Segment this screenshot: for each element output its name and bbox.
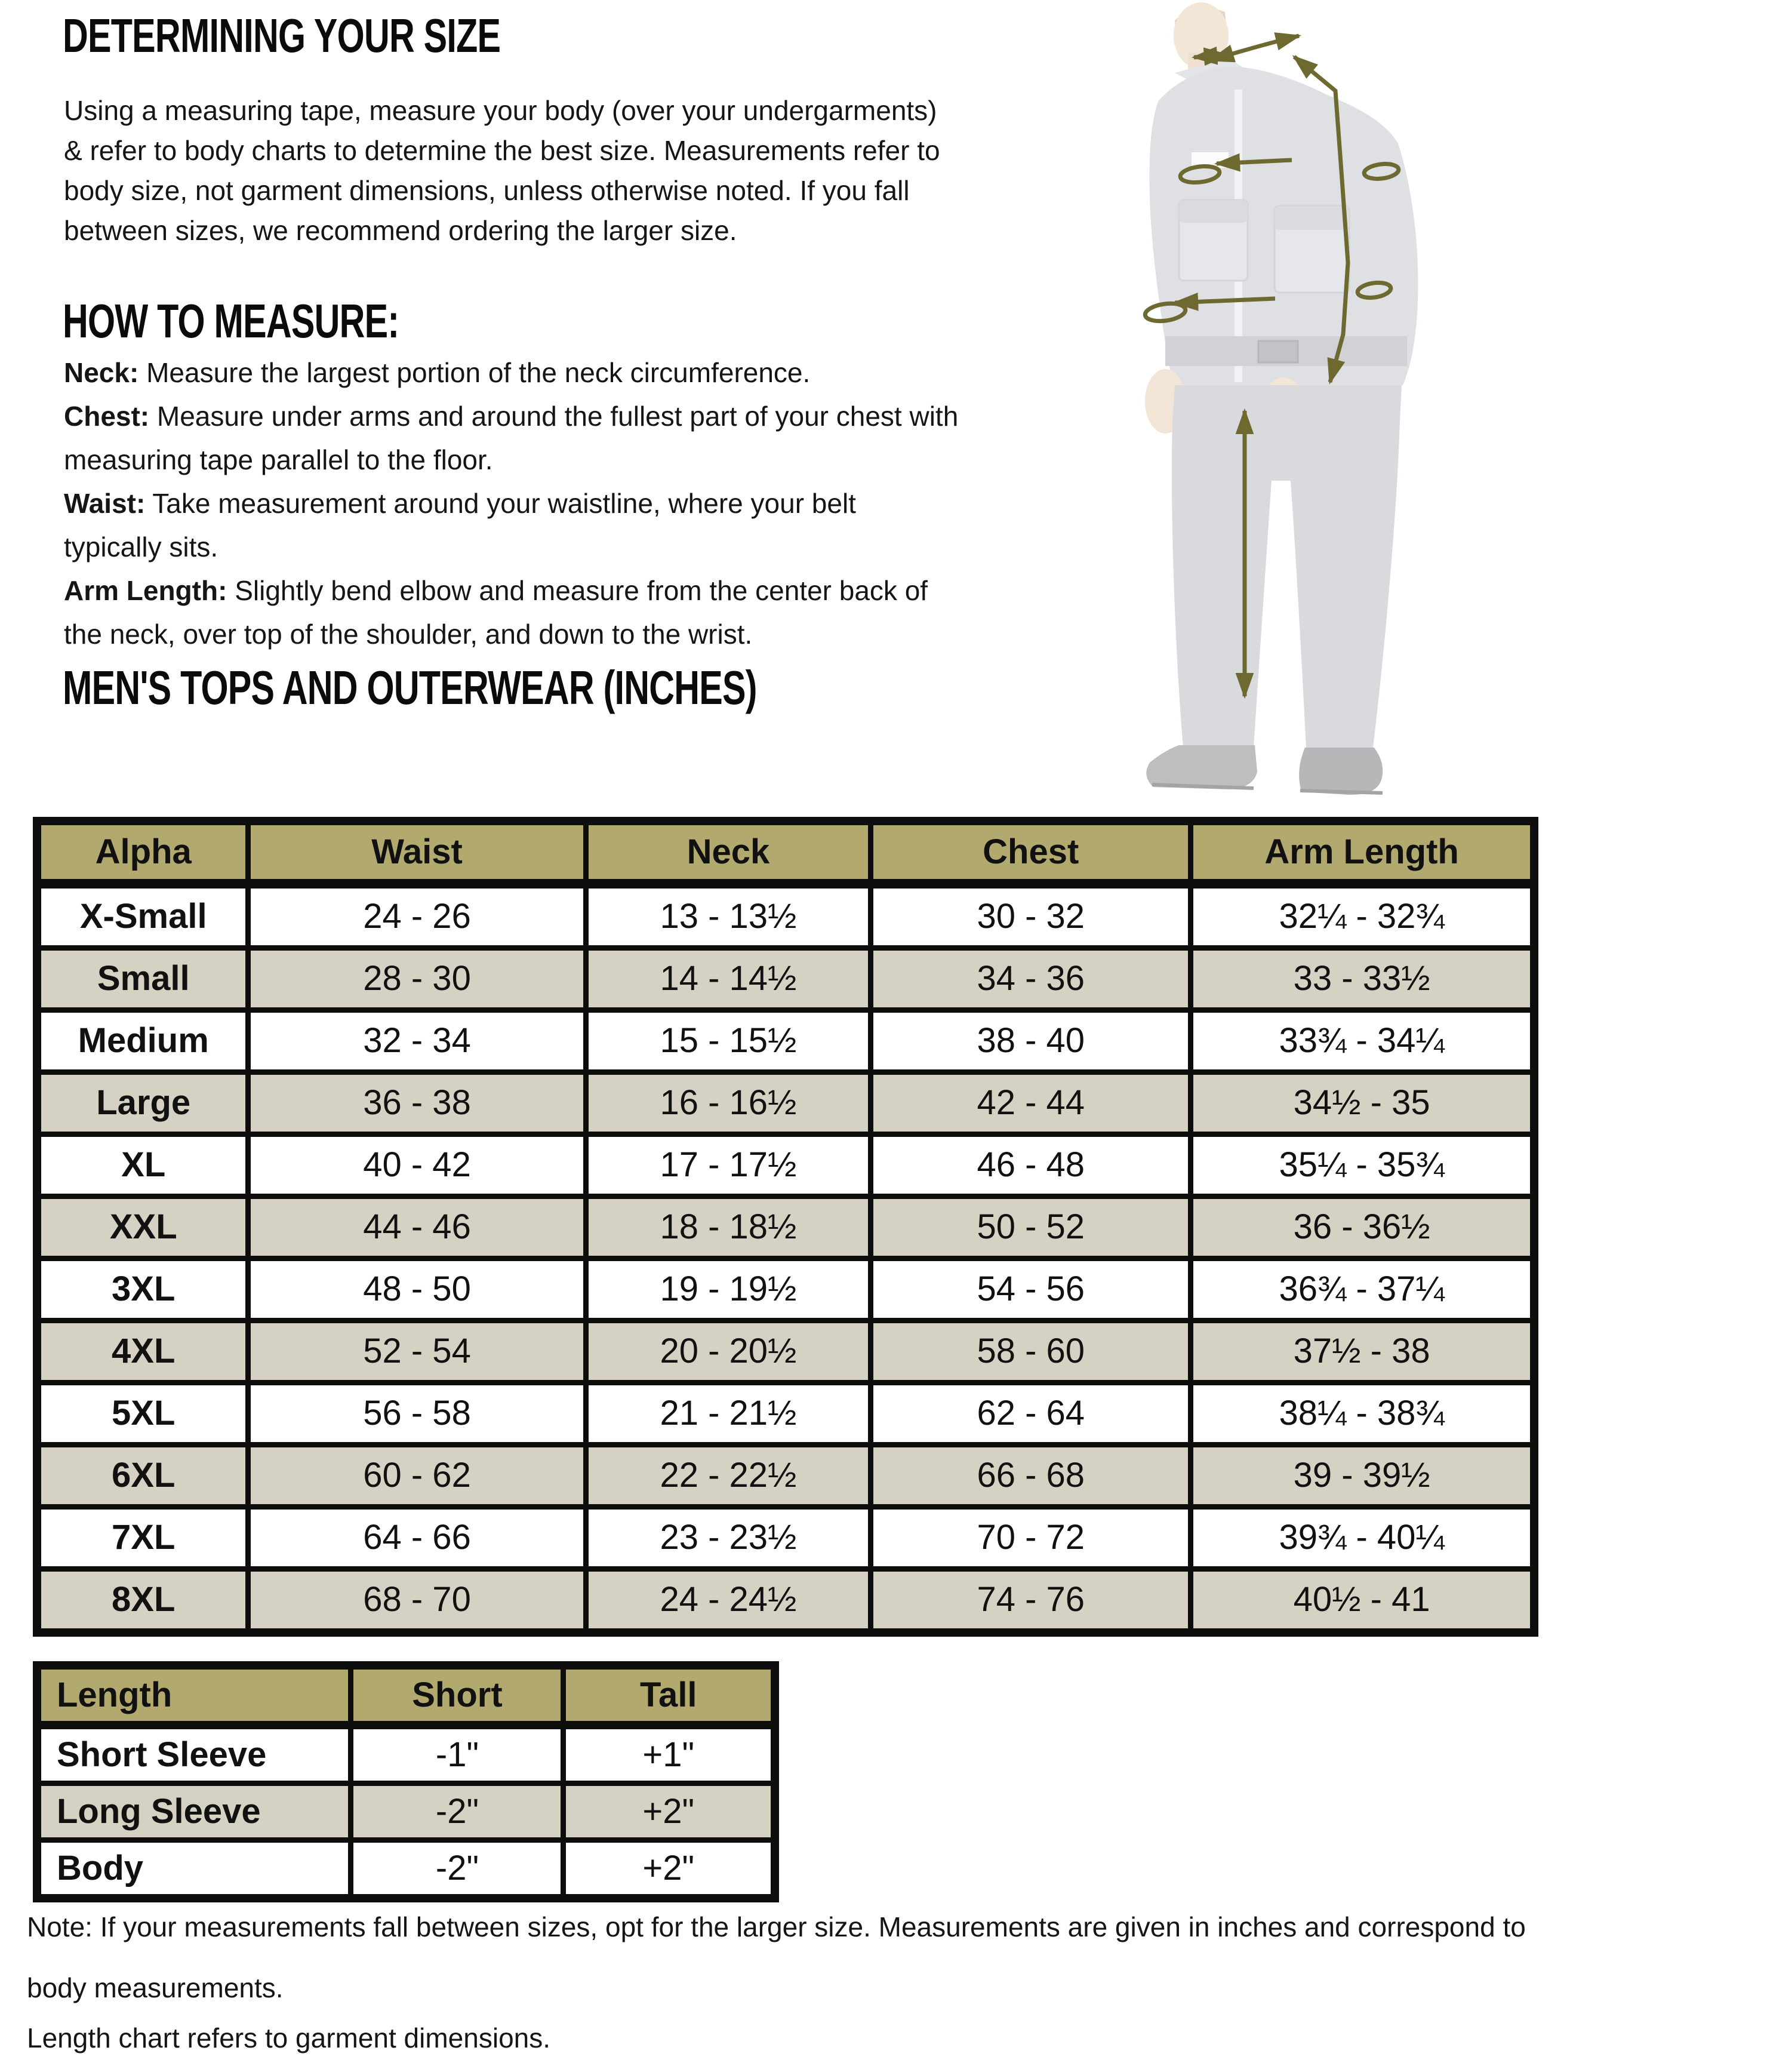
intro-line: & refer to body charts to determine the best size. Measurements refer to [64,135,940,166]
short-cell: -2" [351,1840,564,1899]
page-title: DETERMINING YOUR SIZE [63,9,501,62]
col-header-length: Length [37,1665,351,1725]
table-row [37,1010,1534,1072]
footnotes [27,1910,1526,2055]
waist-cell: 24 - 26 [248,884,586,948]
table-row [37,1383,1534,1445]
chest-cell: 70 - 72 [871,1507,1191,1569]
arm-cell: 34½ - 35 [1191,1072,1534,1135]
tall-cell: +2" [564,1784,775,1840]
chest-cell: 62 - 64 [871,1383,1191,1445]
arm-cell: 35¼ - 35¾ [1191,1135,1534,1197]
table-row [37,948,1534,1010]
measure-text: Measure the largest portion of the neck circumference. [146,357,811,388]
arm-cell: 33 - 33½ [1191,948,1534,1010]
how-to-measure-heading: HOW TO MEASURE: [63,294,399,348]
table-row [37,1840,775,1899]
measure-text: Slightly bend elbow and measure from the center back of [235,575,928,606]
size-cell: 3XL [37,1259,248,1321]
col-header-alpha: Alpha [37,821,248,884]
length-type-cell: Body [37,1840,351,1899]
neck-cell: 13 - 13½ [586,884,871,948]
measure-label: Chest: [64,401,150,432]
table-row [37,1259,1534,1321]
neck-cell: 24 - 24½ [586,1569,871,1633]
table-row [37,1321,1534,1383]
arm-cell: 32¼ - 32¾ [1191,884,1534,948]
table-row [37,1725,775,1784]
neck-cell: 21 - 21½ [586,1383,871,1445]
measure-text: measuring tape parallel to the floor. [64,444,493,475]
measure-text: Measure under arms and around the fullest part of your chest with [156,401,959,432]
measure-text: the neck, over top of the shoulder, and down to the wrist. [64,619,753,650]
mannequin-measure-diagram-icon [1075,0,1469,800]
col-header-arm-length: Arm Length [1191,821,1534,884]
col-header-waist: Waist [248,821,586,884]
size-cell: 5XL [37,1383,248,1445]
waist-cell: 56 - 58 [248,1383,586,1445]
size-cell: 7XL [37,1507,248,1569]
table-header-row [37,821,1534,884]
chest-cell: 74 - 76 [871,1569,1191,1633]
chest-cell: 66 - 68 [871,1445,1191,1507]
waist-cell: 64 - 66 [248,1507,586,1569]
length-type-cell: Long Sleeve [37,1784,351,1840]
waist-cell: 32 - 34 [248,1010,586,1072]
measure-item-arm-length [64,569,958,656]
table-row [37,1197,1534,1259]
measure-label: Neck: [64,357,139,388]
col-header-short: Short [351,1665,564,1725]
arm-cell: 33¾ - 34¼ [1191,1010,1534,1072]
chest-cell: 42 - 44 [871,1072,1191,1135]
table-row [37,1072,1534,1135]
waist-cell: 60 - 62 [248,1445,586,1507]
arm-cell: 39 - 39½ [1191,1445,1534,1507]
tall-cell: +2" [564,1840,775,1899]
arm-cell: 36 - 36½ [1191,1197,1534,1259]
size-chart-heading: MEN'S TOPS AND OUTERWEAR (INCHES) [63,661,757,714]
chest-cell: 58 - 60 [871,1321,1191,1383]
table-row [37,1507,1534,1569]
note-line: Length chart refers to garment dimensions. [27,2022,551,2053]
measure-text: typically sits. [64,531,218,562]
table-row [37,1135,1534,1197]
measure-label: Waist: [64,488,146,519]
short-cell: -1" [351,1725,564,1784]
table-row [37,1784,775,1840]
chest-cell: 38 - 40 [871,1010,1191,1072]
measure-label: Arm Length: [64,575,227,606]
waist-cell: 68 - 70 [248,1569,586,1633]
waist-cell: 40 - 42 [248,1135,586,1197]
neck-cell: 14 - 14½ [586,948,871,1010]
size-cell: XL [37,1135,248,1197]
length-type-cell: Short Sleeve [37,1725,351,1784]
mannequin-body [1145,2,1418,795]
note-line: Note: If your measurements fall between sizes, opt for the larger size. Measurements are given in inches and correspond to [27,1911,1526,1942]
intro-line: Using a measuring tape, measure your body (over your undergarments) [64,95,937,126]
arm-cell: 38¼ - 38¾ [1191,1383,1534,1445]
neck-cell: 16 - 16½ [586,1072,871,1135]
neck-cell: 17 - 17½ [586,1135,871,1197]
table-header-row [37,1665,775,1725]
measurement-figure-illustration [1075,0,1469,800]
size-cell: 8XL [37,1569,248,1633]
arm-cell: 36¾ - 37¼ [1191,1259,1534,1321]
waist-cell: 52 - 54 [248,1321,586,1383]
table-row [37,884,1534,948]
chest-cell: 46 - 48 [871,1135,1191,1197]
tall-cell: +1" [564,1725,775,1784]
chest-cell: 50 - 52 [871,1197,1191,1259]
size-cell: 4XL [37,1321,248,1383]
intro-line: body size, not garment dimensions, unless otherwise noted. If you fall [64,175,910,206]
measure-item-waist [64,482,958,569]
col-header-chest: Chest [871,821,1191,884]
neck-cell: 18 - 18½ [586,1197,871,1259]
size-cell: Medium [37,1010,248,1072]
measure-text: Take measurement around your waistline, where your belt [152,488,856,519]
neck-cell: 19 - 19½ [586,1259,871,1321]
arm-cell: 39¾ - 40¼ [1191,1507,1534,1569]
intro-line: between sizes, we recommend ordering the larger size. [64,215,737,246]
intro-paragraph [64,91,940,251]
neck-cell: 20 - 20½ [586,1321,871,1383]
chest-cell: 34 - 36 [871,948,1191,1010]
waist-cell: 36 - 38 [248,1072,586,1135]
arm-cell: 37½ - 38 [1191,1321,1534,1383]
size-cell: 6XL [37,1445,248,1507]
note-line: body measurements. [27,1972,284,2003]
arm-cell: 40½ - 41 [1191,1569,1534,1633]
length-adjustment-table [33,1661,779,1902]
waist-cell: 44 - 46 [248,1197,586,1259]
measure-item-chest [64,395,958,482]
mens-tops-size-table [33,817,1538,1637]
chest-cell: 54 - 56 [871,1259,1191,1321]
waist-cell: 28 - 30 [248,948,586,1010]
col-header-neck: Neck [586,821,871,884]
size-cell: X-Small [37,884,248,948]
table-row [37,1445,1534,1507]
short-cell: -2" [351,1784,564,1840]
col-header-tall: Tall [564,1665,775,1725]
table-row [37,1569,1534,1633]
measure-instructions [64,351,958,656]
neck-cell: 22 - 22½ [586,1445,871,1507]
neck-cell: 15 - 15½ [586,1010,871,1072]
chest-cell: 30 - 32 [871,884,1191,948]
size-cell: Small [37,948,248,1010]
waist-cell: 48 - 50 [248,1259,586,1321]
size-cell: XXL [37,1197,248,1259]
size-cell: Large [37,1072,248,1135]
measure-item-neck [64,351,958,395]
neck-cell: 23 - 23½ [586,1507,871,1569]
